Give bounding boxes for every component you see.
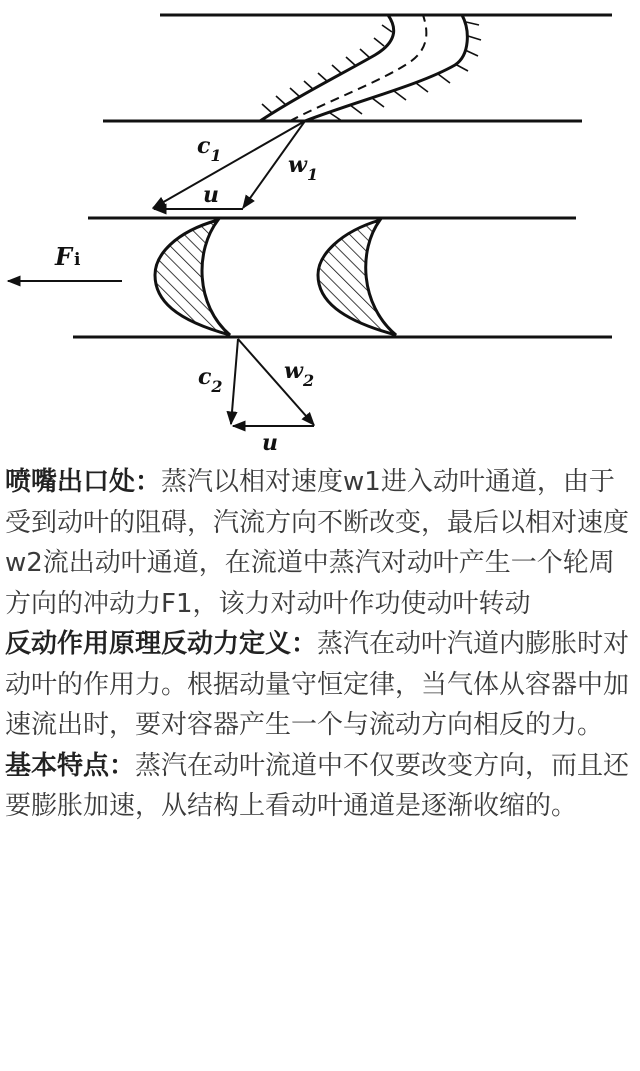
svg-text:Fi: [54, 242, 81, 271]
paragraph-nozzle-outlet: [5, 462, 635, 624]
paragraph-body: 蒸汽在动叶汽道内膨胀时对动叶的作用力。根据动量守恒定律，当气体从容器中加速流出时，要对容器产生一个与流动方向相反的力。: [5, 629, 630, 740]
nozzle-wall-right: [305, 15, 467, 121]
blade-1: [155, 220, 230, 335]
blade-2: [318, 220, 396, 335]
u-bottom-label: u: [262, 430, 278, 456]
nozzle-hatching: [262, 22, 481, 121]
paragraph-heading: 反动作用原理反动力定义：: [5, 629, 318, 659]
c1-label: c: [197, 133, 211, 159]
nozzle-wall-left: [260, 15, 394, 121]
inlet-velocity-triangle: [153, 121, 318, 209]
paragraph-heading: 基本特点：: [5, 750, 136, 781]
c1-vector: [153, 121, 305, 208]
force-arrow-group: [8, 242, 122, 281]
nozzle-centerline: [290, 15, 426, 121]
c2-subscript: 2: [211, 377, 223, 396]
svg-text:w2: [284, 358, 314, 390]
paragraph-body: 蒸汽在动叶流道中不仅要改变方向，而且还要膨胀加速，从结构上看动叶通道是逐渐收缩的。: [5, 750, 630, 821]
force-subscript: i: [74, 250, 81, 270]
svg-text:w1: [288, 152, 318, 184]
paragraph-reaction-principle: [5, 624, 635, 746]
u-top-label: u: [203, 182, 219, 208]
svg-text:c2: [198, 364, 223, 396]
force-label: F: [55, 242, 73, 271]
svg-text:c1: [197, 133, 222, 165]
paragraph-body: 蒸汽以相对速度w1进入动叶通道，由于受到动叶的阻碍，汽流方向不断改变，最后以相对速度w2流出动叶通道，在流道中蒸汽对动叶产生一个轮周方向的冲动力F1，该力对动叶作功使动叶转动: [5, 467, 630, 619]
w1-subscript: 1: [306, 165, 319, 184]
outlet-velocity-triangle: [198, 339, 314, 456]
c2-label: c: [198, 364, 212, 390]
c1-subscript: 1: [210, 146, 222, 165]
w2-subscript: 2: [302, 371, 315, 390]
paragraph-basic-features: [5, 746, 635, 827]
nozzle-section: [103, 15, 612, 121]
blade-row: [73, 218, 612, 337]
turbine-blade-diagram: [0, 0, 640, 460]
paragraph-heading: 喷嘴出口处：: [5, 467, 162, 497]
w1-label: w: [288, 152, 307, 178]
w2-label: w: [284, 358, 303, 384]
explanation-text: [5, 462, 635, 827]
c2-vector: [231, 339, 238, 424]
